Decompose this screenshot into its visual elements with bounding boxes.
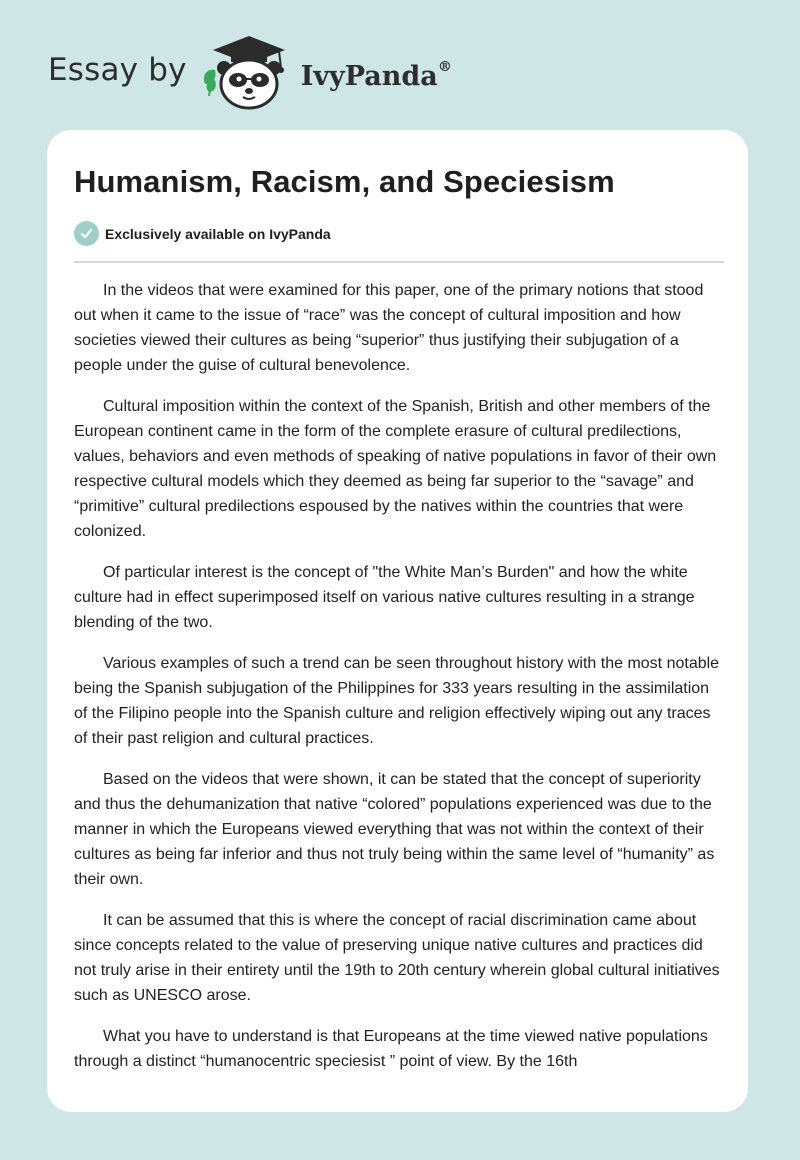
paragraph: Cultural imposition within the context of the Spanish, British and other members of the European continent came in the form of the complete erasure of cultural predilections, values, behaviors and even methods of speaking of native populations in favor of their own respective cultural models which they deemed as being far superior to the “savage” and “primitive” cultural predilections espoused by the natives within the countries that were colonized. (74, 398, 717, 540)
essay-body (74, 278, 726, 1090)
brand-prefix: Essay by (48, 52, 187, 88)
paragraph: Based on the videos that were shown, it can be stated that the concept of superiority and thus the dehumanization that native “colored” populations experienced was due to the manner in which the Europeans viewed everything that was not within the context of their cultures as being far inferior and thus not truly being within the same level of “humanity” as their own. (74, 771, 715, 888)
brand-header[interactable] (48, 34, 452, 110)
brand-name: IvyPanda® (300, 58, 452, 92)
paragraph: Various examples of such a trend can be seen throughout history with the most notable being the Spanish subjugation of the Philippines for 333 years resulting in the assimilation of the Filipino people into the Spanish culture and religion effectively wiping out any traces of their past religion and cultural practices. (74, 655, 720, 747)
exclusive-badge-label: Exclusively available on IvyPanda (105, 225, 331, 242)
paragraph: What you have to understand is that Europeans at the time viewed native populations through a distinct “humanocentric speciesist ” point of view. By the 16th (74, 1028, 708, 1070)
panda-logo-icon (199, 34, 299, 110)
paragraph: It can be assumed that this is where the concept of racial discrimination came about since concepts related to the value of preserving unique native cultures and practices did not truly arise in their entirety until the 19th to 20th century wherein global cultural initiatives such as UNESCO arose. (74, 912, 720, 1004)
essay-title: Humanism, Racism, and Speciesism (74, 164, 615, 199)
title-divider (74, 261, 724, 263)
registered-mark: ® (437, 58, 452, 75)
essay-card (47, 130, 748, 1112)
exclusive-badge (74, 221, 331, 246)
paragraph: Of particular interest is the concept of "the White Man’s Burden" and how the white culture had in effect superimposed itself on various native cultures resulting in a strange blending of the two. (74, 564, 695, 631)
paragraph: In the videos that were examined for this paper, one of the primary notions that stood out when it came to the issue of “race” was the concept of cultural imposition and how societies viewed their cultures as being “superior” thus justifying their subjugation of a people under the guise of cultural benevolence. (74, 282, 704, 374)
check-icon (74, 221, 99, 246)
